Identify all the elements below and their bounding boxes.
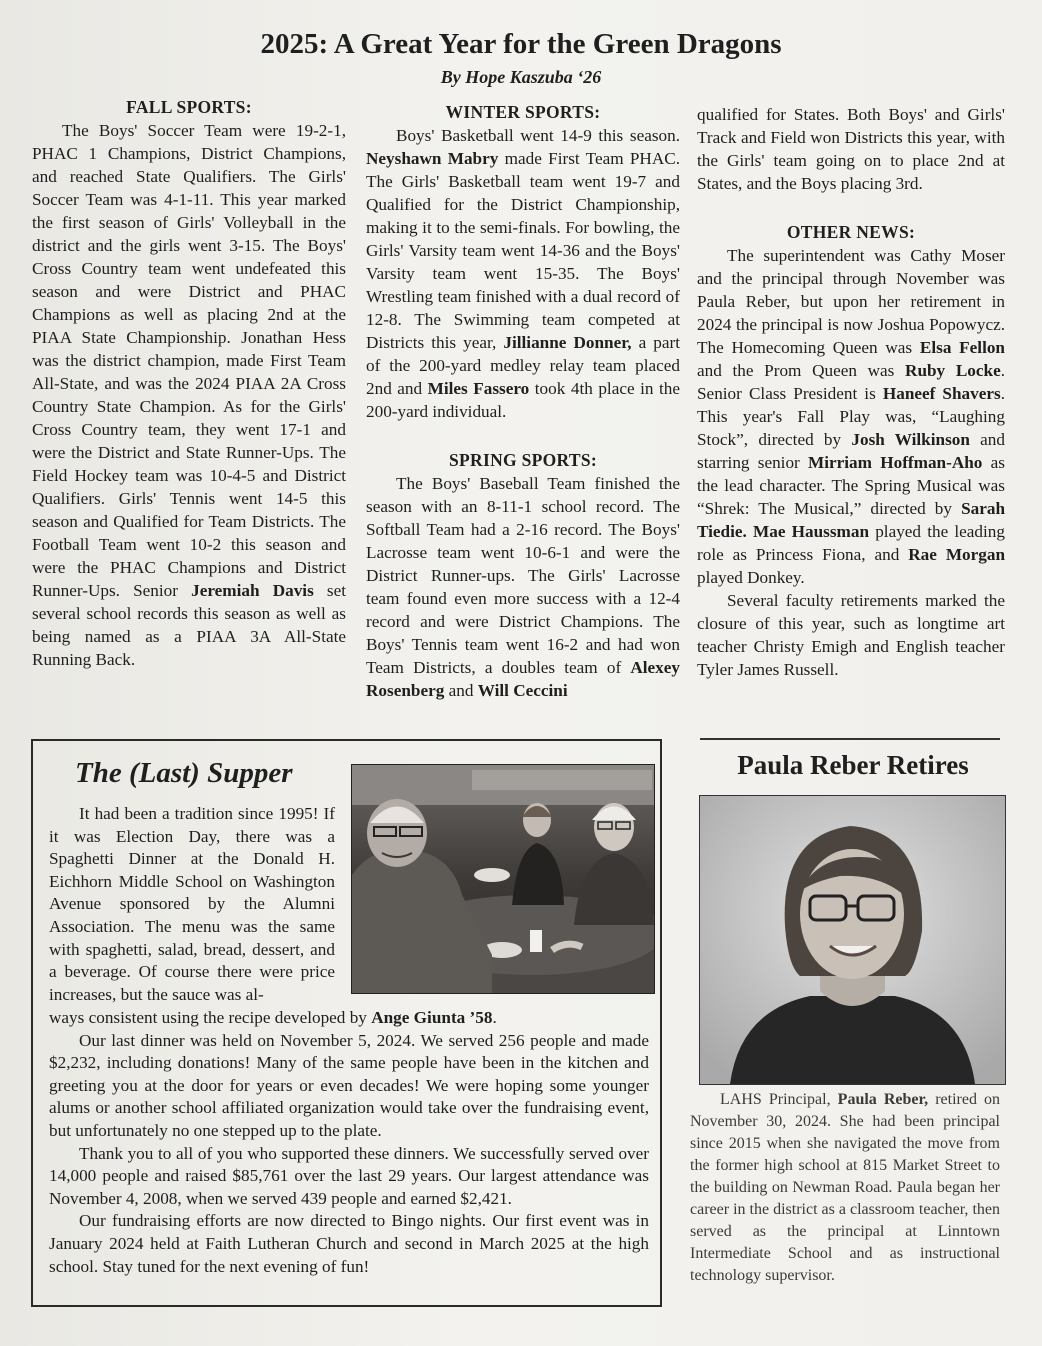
supper-p1-end: . [492,1008,497,1027]
athlete-name: Miles Fassero [427,379,530,398]
spring-sports-paragraph [366,472,680,702]
supper-paragraph-3: Thank you to all of you who supported these dinners. We successfully served over 14,000 people and raised $85,761 over the last 29 years. Our largest attendance was November 4, 2008, when we served 439 people and earned $2,421. [49,1143,649,1208]
winter-sports-paragraph [366,124,680,423]
athlete-name: Alexey Rosenberg [366,658,680,700]
reber-article-title: Paula Reber Retires [737,750,969,780]
athlete-name: Jillianne Donner, [503,333,632,352]
retirements-paragraph: Several faculty retirements marked the closure of this year, such as longtime art teacher Christy Emigh and English teacher Tyler James Russell. [697,591,1005,679]
other-text-7: played the leading role as Princess Fiona, and [697,522,1005,564]
article-byline: By Hope Kaszuba ‘26 [440,67,602,87]
athlete-name: Neyshawn Mabry [366,149,499,168]
fall-sports-paragraph [32,119,346,671]
winter-sports-heading: WINTER SPORTS: [445,102,601,122]
person-name: Sarah Tiedie. Mae Haussman [697,499,1005,541]
person-name: Mirriam Hoffman-Aho [808,453,983,472]
other-text-4: . This year's Fall Play was, “Laughing Stock”, directed by [697,384,1005,449]
dinner-photo [351,764,655,994]
other-news-paragraph [697,244,1005,589]
person-name: Paula Reber, [837,1091,929,1108]
winter-text-3: a part of the 200-yard medley relay team placed 2nd and [366,333,681,398]
supper-p1-b: ways consistent using the recipe developed by [49,1008,372,1027]
spring-text-2: and [444,681,478,700]
reber-caption [690,1089,1000,1287]
winter-text-2: made First Team PHAC. The Girls' Basketball team went 19-7 and Qualified for the District Championship, making it to the semi-finals. For bowling, the Girls' Varsity team went 14-36 and the Boys' Varsity team went 15-35. The Boys' Wrestling team finished with a dual record of 12-8. The Swimming team competed at Districts this year, [366,149,681,352]
fall-text-2: set several school records this season as well as being named as a PIAA 3A All-State Running Back. [32,581,347,669]
article-title: 2025: A Great Year for the Green Dragons [260,28,782,60]
supper-text-wrap [49,803,335,1006]
athlete-name: Will Ceccini [477,681,568,700]
other-text-8: played Donkey. [697,568,805,587]
other-text-1: The superintendent was Cathy Moser and the principal through November was Paula Reber, but upon her retirement in 2024 the principal is now Joshua Popowycz. The Homecoming Queen was [697,246,1005,357]
caption-text-2: retired on November 30, 2024. She had been principal since 2015 when she navigated the move from the former high school at 815 Market Street to the building on Newman Road. Paula began her career in the district as a classroom teacher, then served as the principal at Linntown Intermediate School and as instructional technology supervisor. [690,1091,1001,1284]
column-other-news [697,103,1005,681]
person-name: Ange Giunta ’58 [371,1008,493,1027]
person-name: Ruby Locke [905,361,1001,380]
supper-paragraph-4: Our fundraising efforts are now directed to Bingo nights. Our first event was in January 2024 held at Faith Lutheran Church and second in March 2025 at the high school. Stay tuned for the next evening of fun! [49,1211,649,1276]
fall-text-1: The Boys' Soccer Team were 19-2-1, PHAC 1 Champions, District Champions, and reached State Qualifiers. The Girls' Soccer Team was 4-1-11. This year marked the first season of Girls' Volleyball in the district and the girls went 3-15. The Boys' Cross Country team went undefeated this season and were District and PHAC Champions as well as placing 2nd at the PIAA State Championship. Jonathan Hess was the district champion, made First Team All-State, and was the 2024 PIAA 2A Cross Country State Champion. As for the Girls' Cross Country team, they went 17-1 and were the District and State Runner-Ups. The Field Hockey team was 10-4-5 and District Qualifiers. Girls' Tennis went 14-5 this season and Qualified for Team Districts. The Football Team went 10-2 this season and were the PHAC Champions and District Runner-Ups. Senior [32,121,346,600]
principal-portrait [699,795,1006,1085]
last-supper-article [31,739,662,1307]
spring-sports-heading: SPRING SPORTS: [449,450,597,470]
person-name: Haneef Shavers [882,384,1001,403]
column-winter-spring-sports [366,101,680,702]
other-text-6: as the lead character. The Spring Musical was “Shrek: The Musical,” directed by [697,453,1005,518]
column-fall-sports [32,96,346,671]
spring-text-1: The Boys' Baseball Team finished the season with an 8-11-1 school record. The Softball Team had a 2-16 record. The Boys' Lacrosse team went 10-6-1 and were the District Runner-ups. The Girls' Lacrosse team found even more success with a 12-4 record and were District Champions. The Boys' Tennis team went 16-2 and had won Team Districts, a doubles team of [366,474,680,677]
other-news-heading: OTHER NEWS: [786,222,916,242]
other-text-5: and starring senior [697,430,1005,472]
supper-paragraph-2: Our last dinner was held on November 5, 2024. We served 256 people and made $2,232, including donations! Many of the same people have been in the kitchen and greeting you at the door for years or even decades! We were hoping some younger alums or another school affiliated organization would take over the fundraising event, but unfortunately no one stepped up to the plate. [49,1030,649,1140]
supper-paragraph-1: It had been a tradition since 1995! If it was Election Day, there was a Spaghetti Dinner at the Donald H. Eichhorn Middle School on Washington Avenue sponsored by the Alumni Association. The menu was the same with spaghetti, salad, bread, dessert, and a beverage. Of course there were price increases, but the sauce was al- [49,804,335,1004]
person-name: Elsa Fellon [919,338,1005,357]
supper-paragraph-1-end [49,1007,649,1030]
last-supper-title: The (Last) Supper [75,757,293,789]
principal-portrait-image [700,796,1005,1084]
winter-text-1: Boys' Basketball went 14-9 this season. [396,126,680,145]
other-text-3: . Senior Class President is [697,361,1006,403]
person-name: Josh Wilkinson [851,430,970,449]
athlete-name: Jeremiah Davis [191,581,314,600]
person-name: Rae Morgan [908,545,1006,564]
dinner-photo-image [352,765,654,993]
other-text-2: and the Prom Queen was [697,361,906,380]
winter-text-4: took 4th place in the 200-yard individual. [366,379,680,421]
reber-caption-paragraph [690,1089,1000,1287]
supper-text-body [49,1007,649,1278]
fall-sports-heading: FALL SPORTS: [126,97,252,117]
section-divider [700,738,1000,740]
caption-text-1: LAHS Principal, [720,1091,838,1108]
spring-sports-continued: qualified for States. Both Boys' and Girls' Track and Field won Districts this year, with the Girls' team going on to place 2nd at States, and the Boys placing 3rd. [697,105,1005,193]
